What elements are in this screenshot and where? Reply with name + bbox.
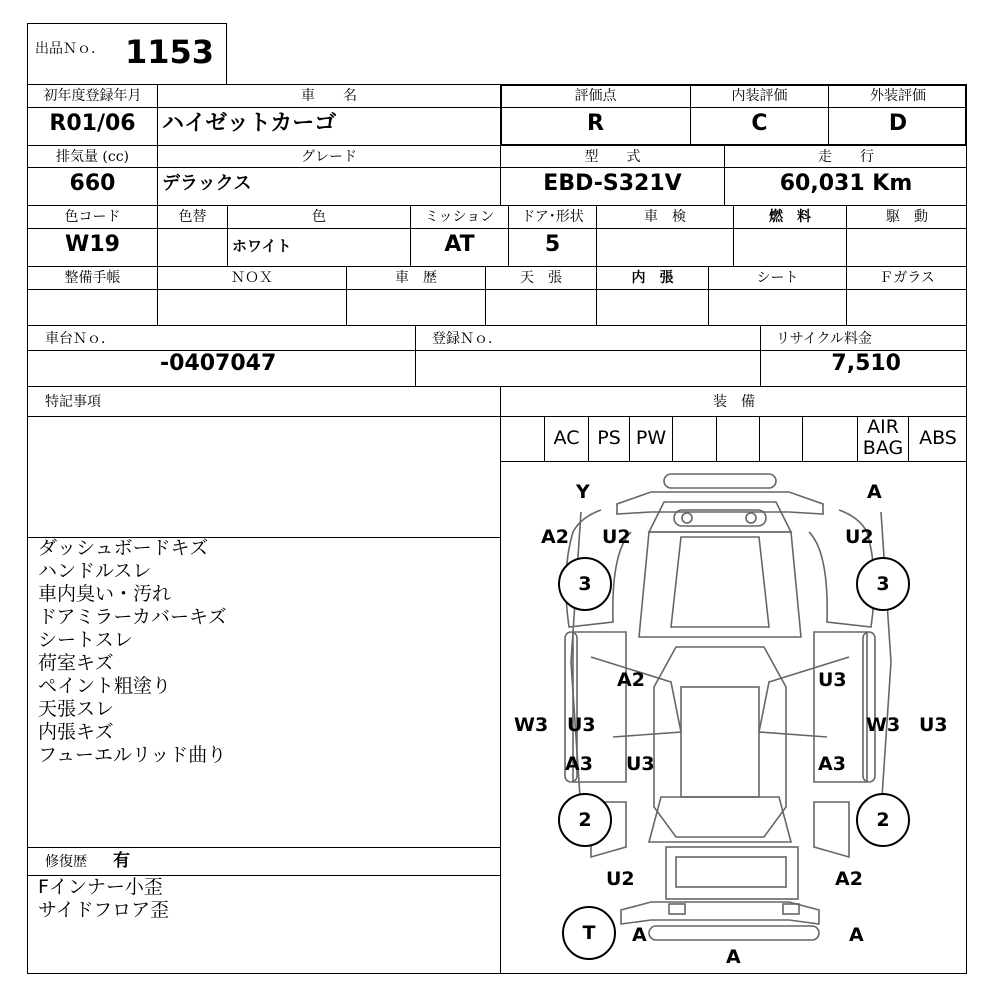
damage-mark: W3 [514,714,549,736]
equipment-ac: AC [553,427,580,449]
interior-score-value: C [751,111,768,136]
fglass-label: Ｆガラス [879,270,935,286]
door-label: ドア･形状 [521,209,584,225]
note-item: 天張スレ [38,698,115,720]
grade-label: グレード [301,149,357,165]
interior-score-label: 内装評価 [731,88,788,104]
note-item: ダッシュボードキズ [38,537,209,559]
recycle-value: 7,510 [831,351,901,376]
note-item: ペイント粗塗り [38,675,172,697]
transmission-value: AT [444,232,475,257]
damage-mark: U3 [567,714,596,736]
notes-title: 特記事項 [45,394,101,410]
nox-label: ＮＯＸ [231,270,273,286]
transmission-label: ミッション [424,209,495,225]
note-item: 内張キズ [38,721,114,743]
fuel-label: 燃 料 [769,209,811,225]
displacement-value: 660 [69,171,116,196]
damage-mark: U2 [845,526,874,548]
front-left-wheel: 3 [558,557,612,611]
damage-mark: U3 [919,714,948,736]
color-code-value: W19 [65,232,120,257]
equipment-abs: ABS [919,427,957,449]
damage-mark: A [849,924,864,946]
displacement-label: 排気量 (cc) [55,149,130,165]
registration-label: 登録Ｎｏ． [432,331,502,347]
note-item: ドアミラーカバーキズ [38,606,227,628]
damage-mark: W3 [866,714,901,736]
front-right-wheel: 3 [856,557,910,611]
repair-label: 修復歴 [45,854,87,870]
car-name-label: 車 名 [301,88,357,104]
color-label: 色 [312,209,326,225]
damage-mark: A3 [565,753,593,775]
color-value: ホワイト [232,237,292,255]
inspection-label: 車 検 [644,209,686,225]
damage-mark: A [632,924,647,946]
note-item: 車内臭い・汚れ [38,583,172,605]
repair-item: Fインナー小歪 [38,876,163,898]
damage-mark: U3 [626,753,655,775]
car-name-value: ハイゼットカーゴ [162,111,337,136]
equipment-title: 装 備 [713,394,755,410]
ceiling-label: 天 張 [520,270,562,286]
history-label: 車 歴 [395,270,437,286]
exterior-score-label: 外装評価 [870,88,926,104]
repair-value: 有 [113,851,130,871]
equipment-ps: PS [597,427,621,449]
damage-mark: Y [576,481,590,503]
damage-mark: U3 [818,669,847,691]
color-change-label: 色替 [178,209,207,225]
exterior-score-value: D [888,111,908,136]
rear-right-wheel: 2 [856,793,910,847]
damage-mark: U2 [606,868,635,890]
rear-left-wheel: 2 [558,793,612,847]
score-value: R [587,111,604,136]
note-item: ハンドルスレ [38,560,152,582]
recycle-label: リサイクル料金 [776,331,873,347]
drive-label: 駆 動 [886,209,928,225]
repair-item: サイドフロア歪 [38,899,170,921]
interior-trim-label: 内 張 [631,270,674,286]
damage-mark: A2 [617,669,645,691]
note-item: シートスレ [38,629,133,651]
note-item: フューエルリッド曲り [38,744,227,766]
maintenance-label: 整備手帳 [64,270,121,286]
grade-value: デラックス [162,173,252,194]
lot-label: 出品Ｎｏ． [35,41,105,57]
spare-tire: T [562,906,616,960]
color-code-label: 色コード [64,209,121,225]
lot-number: 1153 [125,33,215,71]
note-item: 荷室キズ [38,652,114,674]
damage-mark: A2 [835,868,863,890]
model-label: 型 式 [584,149,641,165]
damage-mark: A [867,481,882,503]
damage-mark: A3 [818,753,846,775]
door-value: 5 [544,232,561,257]
seat-label: シート [756,270,799,286]
mileage-value: 60,031 Km [779,171,913,196]
score-label: 評価点 [574,88,617,104]
mileage-label: 走 行 [818,149,874,165]
equipment-airbag: AIR BAG [862,416,904,459]
reg-year-label: 初年度登録年月 [43,88,142,104]
chassis-value: -0407047 [160,351,277,376]
model-value: EBD-S321V [543,171,682,196]
damage-mark: A [726,946,741,968]
damage-mark: A2 [541,526,569,548]
reg-year-value: R01/06 [49,111,136,136]
damage-mark: U2 [602,526,631,548]
equipment-pw: PW [635,427,667,449]
chassis-label: 車台Ｎｏ． [45,331,115,347]
